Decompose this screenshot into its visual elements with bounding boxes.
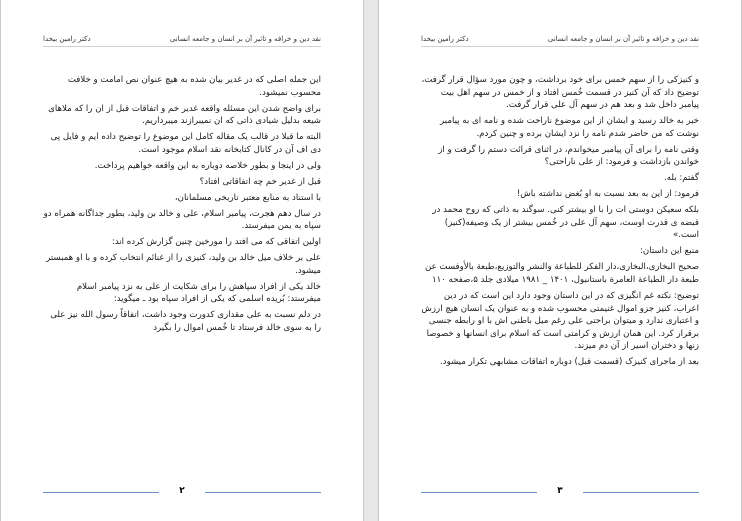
header-title: نقد دین و خرافه و تاثیر آن بر انسان و جامعه انسانی (169, 35, 321, 43)
paragraph: منبع این داستان: (640, 246, 699, 257)
paragraph: فرمود: از این به بعد نسبت به او بُغض نداشته باش! (516, 189, 699, 200)
paragraph: علی بر خلاف میل خالد بن ولید، کنیزی را از غنائم انتخاب کرده و با او همبستر میشود. (46, 253, 321, 276)
page-body (43, 74, 321, 338)
running-header (43, 32, 321, 47)
paragraph: در سال دهم هجرت، پیامبر اسلام، علی و خالد بن ولید، بطور جداگانه همراه دو سپاه به یمن میفرستد. (43, 208, 321, 232)
paragraph: با استناد به منابع معتبر تاریخی مسلمانان، (174, 192, 321, 203)
paragraph: و کنیزکی را از سهم خمس برای خود برداشت، و چون مورد سؤال قرار گرفت، توضیح داد که آن کنیز در قسمت خُمس افتاد و از خمس در سهم اهل بیت پیامبر داخل شد و بعد هم در سهم آل علی قرار گرفت. (421, 75, 699, 111)
paragraph: خالد یکی از افراد سپاهش را برای شکایت از علی به نزد پیامبر اسلام میفرستد: بُریده اسلمی که یکی از افراد سپاه بود ـ میگوید: (76, 281, 321, 305)
running-header (421, 32, 699, 47)
header-author: دکتر رامین بیخدا (43, 35, 91, 43)
paragraph: بعد از ماجرای کنیزک (قسمت قبل) دوباره اتفاقات مشابهی تکرار میشود. (440, 357, 699, 368)
header-author: دکتر رامین بیخدا (421, 35, 469, 43)
page-number: ۲ (179, 486, 185, 496)
header-title: نقد دین و خرافه و تاثیر آن بر انسان و جامعه انسانی (547, 35, 699, 43)
paragraph: صحیح البخاری،البخاری،دار الفکر للطباعة والنشر والتوزیع،طبعة بالأوفست عن طبعة دار الطباعة العامرة باستانبول، ۱۴۰۱ _ ۱۹۸۱ میلادی جلد ۵،صفحه ۱۱۰ (425, 262, 699, 286)
paragraph: گفتم: بله. (664, 173, 699, 184)
paragraph: ولی در اینجا و بطور خلاصه دوباره به این واقعه خواهیم پرداخت. (94, 160, 321, 171)
paragraph: برای واضح شدن این مسئله واقعه غدیر خم و اتفاقات قبل از ان را که ملاهای شیعه بدلیل شیادی ذاتی که ان نمیبرازند میبرداریم. (48, 103, 321, 127)
paragraph: خبر به خالد رسید و ایشان از این موضوع ناراحت شده و نامه ای به پیامبر نوشت که من حاضر شدم نامه را نزد ایشان برده و چنین کردم. (440, 116, 699, 139)
paragraph: در دلم نسبت به علی مقداری کدورت وجود داشت، اتفاقاً رسول الله نیز علی را به سوی خالد فرستاد تا خُمس اموال را بگیرد (50, 310, 321, 333)
paragraph: البته ما قبلا در قالب یک مقاله کامل این موضوع را توضیح داده ایم و فایل پی دی اف آن در کانال کتابخانه نقد اسلام موجود است. (50, 132, 321, 155)
page-right (378, 0, 742, 521)
paragraph: بلکه سعیکن دوستی ات را با او بیشتر کنی. سوگند به ذاتی که روح محمد در قبضه ی قدرت اوست، سهم آل علی در خُمس بیشتر از یک وصیفه(کنیز) است.» (432, 205, 699, 241)
paragraph: وقتی نامه را برای آن پیامبر میخواندم، در اثنای قرائت دستم را گرفت و از خواندن بازداشت و فرمود: از علی ناراحتی؟ (438, 144, 699, 168)
page-body (421, 74, 699, 372)
paragraph: قبل از غدیر خم چه اتفاقاتی افتاد؟ (199, 176, 321, 187)
paragraph: این جمله اصلی که در غدیر بیان شده به هیچ عنوان نص امامت و خلافت محسوب نمیشود. (67, 75, 321, 98)
paragraph: اولین اتفاقی که می افتد را مورخین چنین گزارش کرده اند: (111, 237, 321, 248)
page-number: ۳ (557, 486, 563, 496)
page-left (0, 0, 364, 521)
paragraph: توضیح: نکته غم انگیزی که در این داستان وجود دارد این است که در دین اعراب، کنیز جزو اموال غنیمتی محسوب شده و به عنوان یک انسان هیچ ارزش و اعتباری ندارد و میتوان براحتی علی رغم میل باطنی اش با او رابطه جنسی برقرار کرد. این همان ارزش و کرامتی است که اسلام برای انسانها و خصوصا زنها و دختران اسیر از آن دم میزند. (421, 291, 699, 352)
